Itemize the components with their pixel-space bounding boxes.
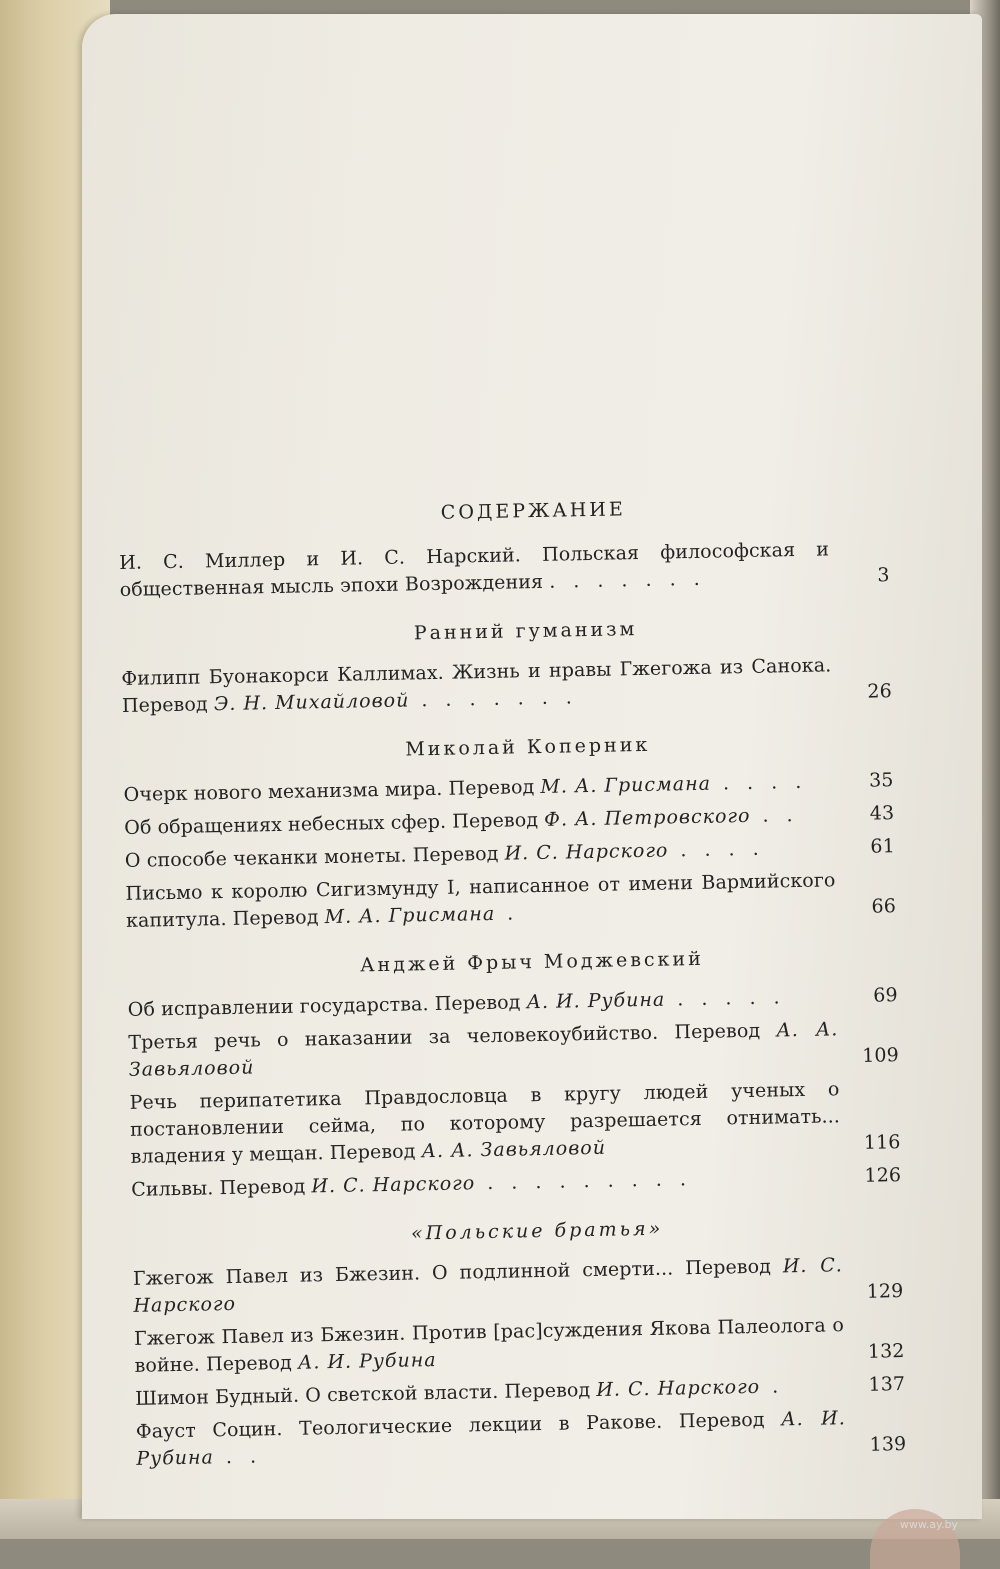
- toc-entry: Об исправлении государства. Перевод А. И. Рубина . . . . . 69: [127, 984, 898, 1021]
- translator-name: И. С. Нарского: [504, 839, 669, 865]
- toc-entry: Письмо к королю Сигизмунду I, написанное от имени Вармийского капитула. Перевод М. А. Грисмана . 66: [125, 869, 897, 932]
- translator-name: А. А. Завьяловой: [128, 1018, 839, 1081]
- page-number: 35: [868, 769, 894, 792]
- toc-title: СОДЕРЖАНИЕ: [440, 498, 626, 524]
- page-number: 132: [867, 1340, 905, 1363]
- page-number: 61: [870, 835, 895, 858]
- toc-entry: Шимон Будный. О светской власти. Перевод И. С. Нарского . 137: [135, 1373, 906, 1410]
- entry-title: Шимон Будный. О светской власти. Перевод: [135, 1379, 591, 1410]
- toc-entry: Об обращениях небесных сфер. Перевод Ф. А. Петровского . . 43: [124, 802, 895, 839]
- section-title: «Польские братья»: [410, 1217, 664, 1245]
- page-number: 43: [869, 802, 895, 825]
- toc-entry: Фауст Социн. Теологические лекции в Ракове. Перевод А. И. Рубина . . 139: [135, 1407, 907, 1470]
- toc-entry: Очерк нового механизма мира. Перевод М. А. Грисмана . . . . 35: [123, 769, 894, 806]
- page-number: 69: [873, 984, 898, 1007]
- translator-name: Э. Н. Михайловой: [213, 689, 410, 716]
- translator-name: И. С. Нарского: [311, 1172, 476, 1198]
- section-title: Анджей Фрыч Моджевский: [359, 947, 704, 977]
- toc-entry: Филипп Буонакорси Каллимах. Жизнь и нравы Гжегожа из Санока. Перевод Э. Н. Михайловой . . . . . . . 26: [121, 654, 893, 717]
- table-of-contents: [118, 485, 907, 1479]
- section-title: Миколай Коперник: [405, 733, 651, 761]
- translator-name: А. И. Рубина: [526, 988, 666, 1014]
- show-through-text: [282, 104, 982, 534]
- watermark: www.ay.by: [899, 1518, 958, 1531]
- entry-title: Польская философская и общественная мысль эпохи Возрождения: [119, 538, 830, 601]
- entry-title: Гжегож Павел из Бжезин. Против [рас]суждения Якова Палеолога о войне. Перевод: [133, 1314, 845, 1377]
- entry-title: Об обращениях небесных сфер. Перевод: [124, 808, 539, 839]
- page-number: 109: [862, 1044, 900, 1067]
- page-number: 3: [877, 564, 890, 587]
- entry-title: Сильвы. Перевод: [131, 1175, 306, 1201]
- translator-name: А. А. Завьяловой: [421, 1136, 607, 1163]
- entry-title: Филипп Буонакорси Каллимах. Жизнь и нравы Гжегожа из Санока. Перевод: [121, 654, 832, 717]
- toc-entry: [134, 1311, 905, 1380]
- entry-title: Очерк нового механизма мира. Перевод: [123, 776, 535, 806]
- toc-entry: [129, 1075, 900, 1171]
- toc-entry: Сильвы. Перевод И. С. Нарского . . . . . . . . . 126: [131, 1164, 902, 1201]
- toc-entry: О способе чеканки монеты. Перевод И. С. Нарского . . . . 61: [124, 835, 895, 872]
- entry-title: Гжегож Павел из Бжезин. О подлинной смерти... Перевод: [132, 1255, 772, 1290]
- section-title: Ранний гуманизм: [413, 618, 638, 645]
- translator-name: И. С. Нарского: [596, 1375, 761, 1401]
- entry-authors: И. С. Миллер и И. С. Нарский.: [118, 544, 522, 574]
- toc-entry: [133, 1251, 904, 1320]
- entry-title: Об исправлении государства. Перевод: [127, 991, 521, 1021]
- entry-title: Третья речь о наказании за человекоубийство. Перевод: [128, 1019, 761, 1054]
- entry-title: О способе чеканки монеты. Перевод: [124, 842, 499, 872]
- translator-name: А. И. Рубина: [297, 1349, 437, 1374]
- translator-name: А. И. Рубина: [136, 1407, 846, 1470]
- page-number: 139: [869, 1433, 907, 1456]
- entry-title: Речь перипатетика Правдословца в кругу людей ученых о постановлении сейма, по которому разрешается отнимать... владения у мещан. Перевод: [129, 1078, 841, 1168]
- toc-entry: И. С. Миллер и И. С. Нарский. Польская философская и общественная мысль эпохи Возрождения . . . . . . . 3: [118, 538, 890, 601]
- translator-name: Ф. А. Петровского: [543, 804, 751, 831]
- page-number: 66: [871, 895, 897, 918]
- entry-title: Письмо к королю Сигизмунду I, написанное от имени Вармийского капитула. Перевод: [125, 869, 836, 932]
- entry-title: Фауст Социн. Теологические лекции в Ракове. Перевод: [135, 1408, 765, 1443]
- translator-name: М. А. Грисмана: [540, 772, 712, 798]
- translator-name: И. С. Нарского: [133, 1254, 844, 1317]
- page-number: 26: [867, 680, 893, 703]
- translator-name: М. А. Грисмана: [324, 902, 496, 929]
- page-number: 126: [864, 1164, 902, 1187]
- toc-entry: [128, 1015, 899, 1084]
- page-number: 129: [866, 1280, 904, 1303]
- page-number: 116: [863, 1131, 901, 1154]
- page-number: 137: [868, 1373, 906, 1396]
